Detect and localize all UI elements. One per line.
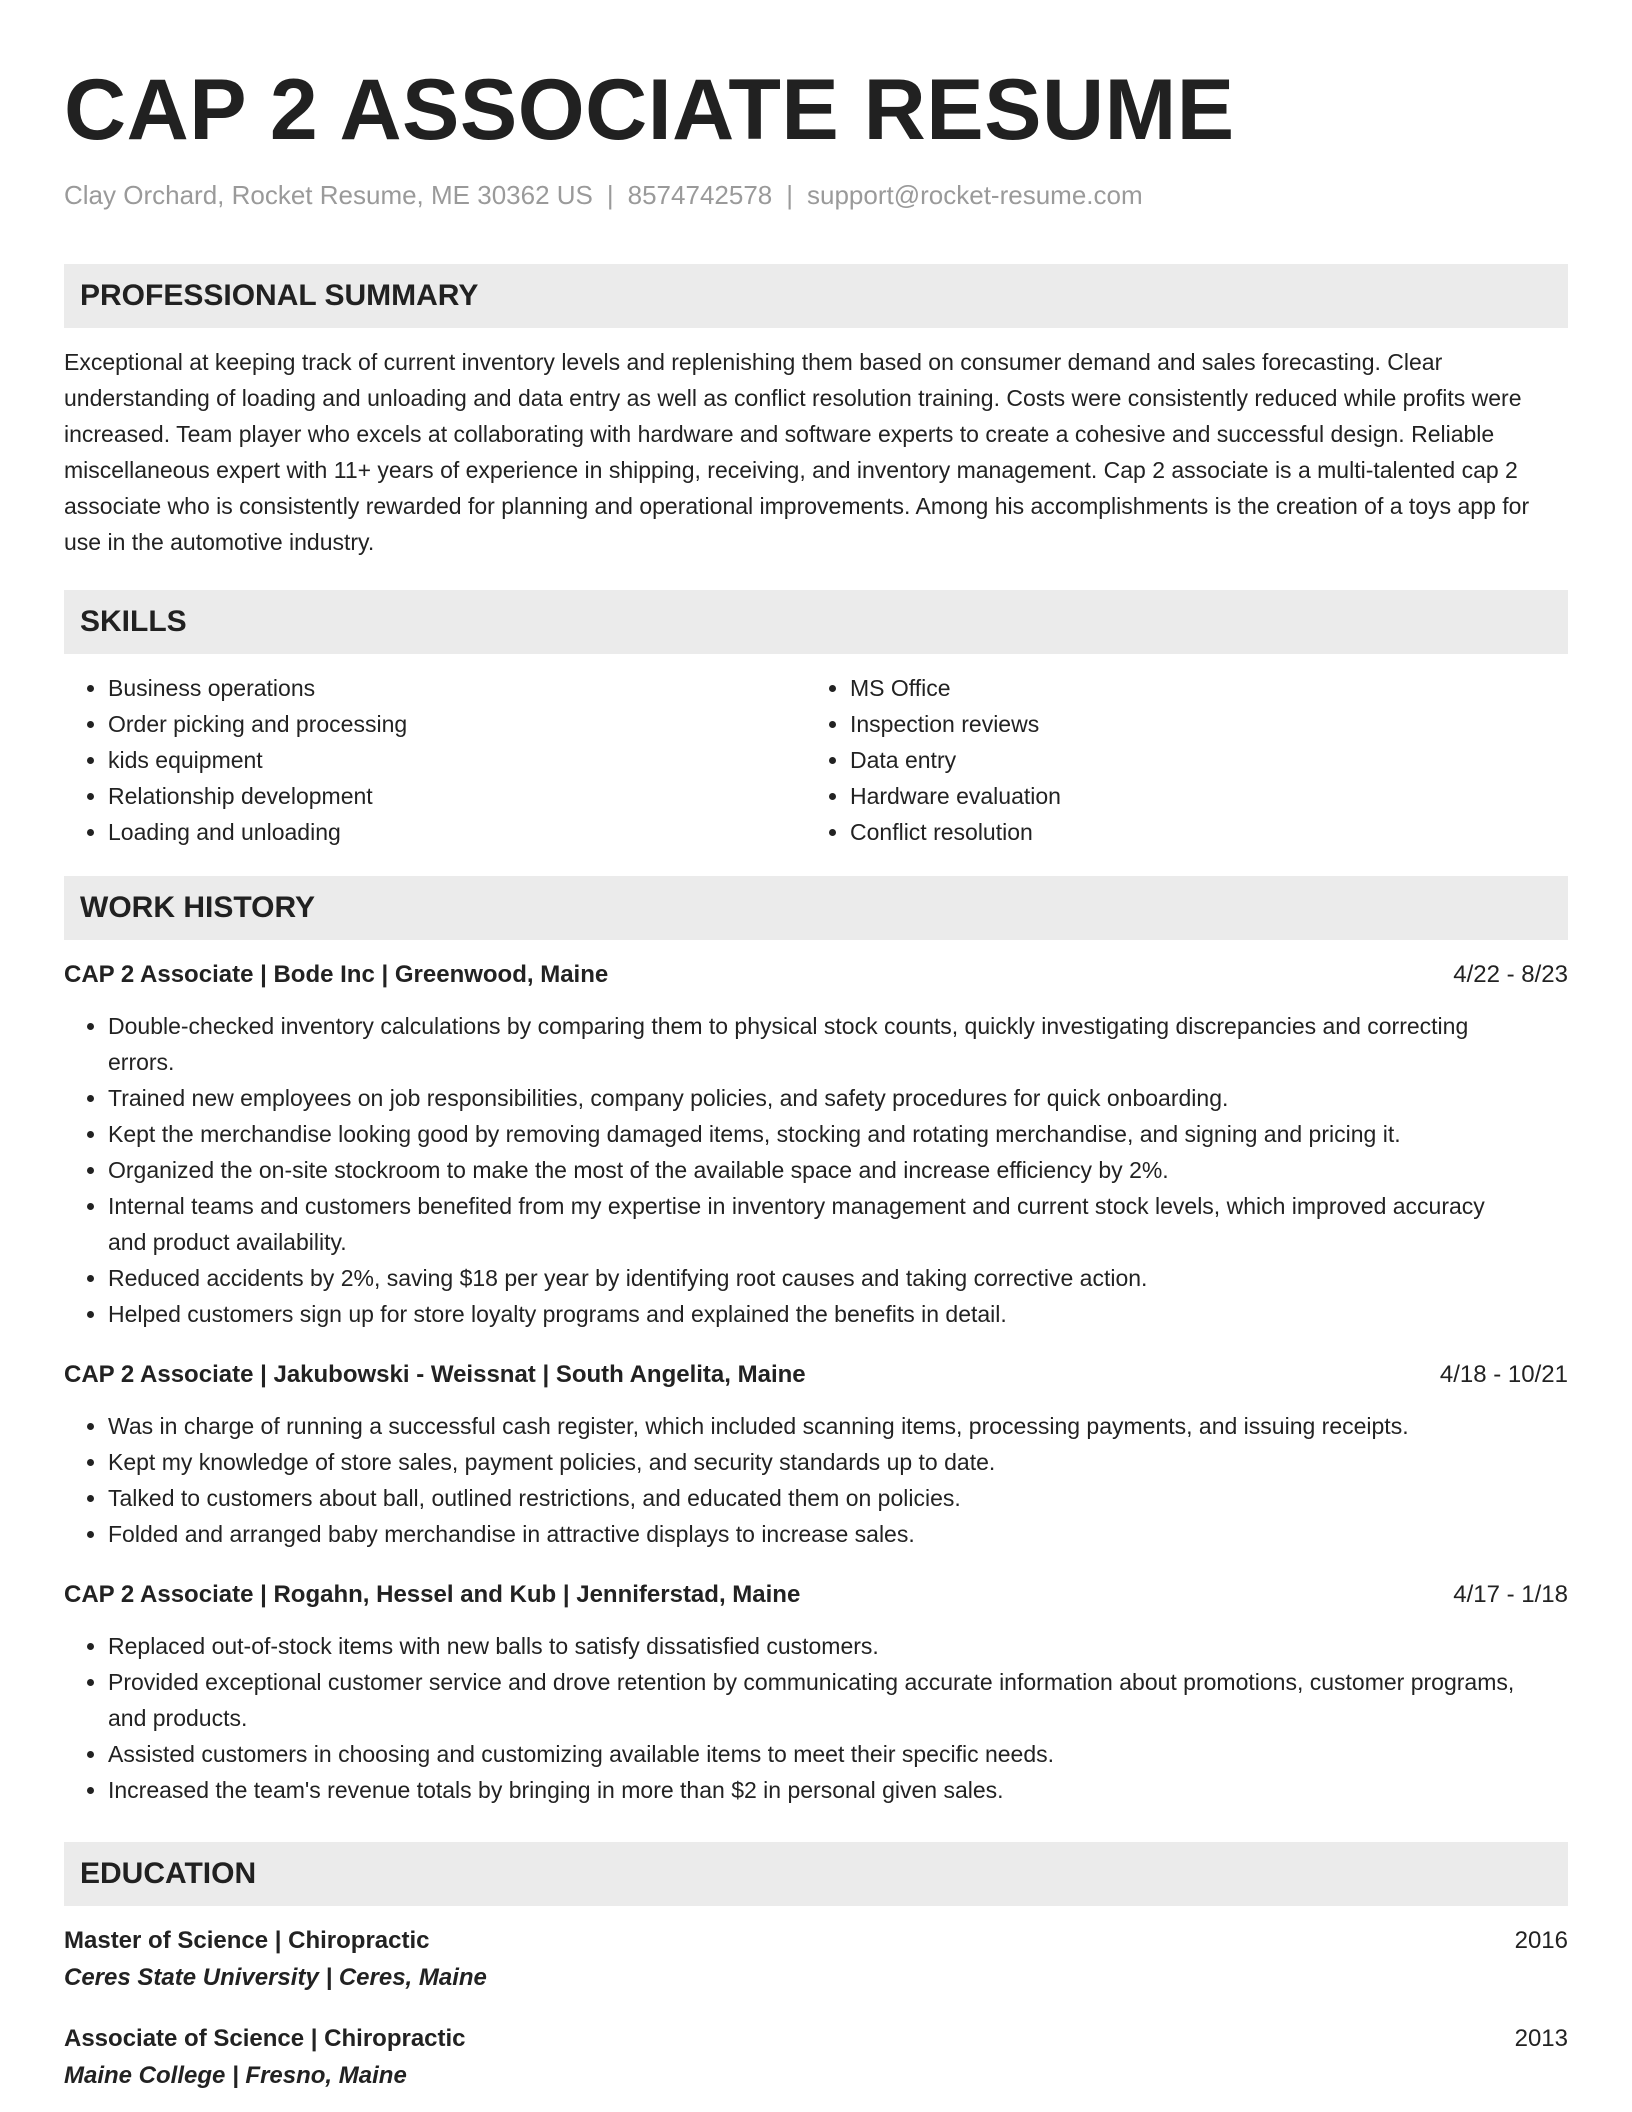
skill-item: • Inspection reviews xyxy=(850,706,1566,742)
job-dates: 4/18 - 10/21 xyxy=(1439,1361,1568,1388)
skills-list xyxy=(64,670,1568,850)
job-bullet: • Kept my knowledge of store sales, payment policies, and security standards up to date. xyxy=(108,1444,1568,1480)
section-header-summary: PROFESSIONAL SUMMARY xyxy=(64,264,1568,328)
skills-column-left xyxy=(64,670,806,850)
job-dates: 4/22 - 8/23 xyxy=(1453,961,1568,988)
job-entry xyxy=(64,958,1568,1332)
degree-title: Associate of Science | Chiropractic xyxy=(64,2025,466,2052)
contact-separator: | xyxy=(786,180,794,210)
job-entry xyxy=(64,1358,1568,1552)
skill-item: • Order picking and processing xyxy=(108,706,806,742)
job-header xyxy=(64,1358,1568,1392)
skill-item: • Loading and unloading xyxy=(108,814,806,850)
school-name: Ceres State University | Ceres, Maine xyxy=(64,1964,487,1991)
contact-phone: 8574742578 xyxy=(627,180,773,210)
job-bullet: • Folded and arranged baby merchandise in attractive displays to increase sales. xyxy=(108,1516,1568,1552)
skill-item: • Relationship development xyxy=(108,778,806,814)
skill-item: • Hardware evaluation xyxy=(850,778,1566,814)
contact-address: Clay Orchard, Rocket Resume, ME 30362 US xyxy=(64,180,593,210)
education-entry xyxy=(64,1924,1568,1996)
section-header-education: EDUCATION xyxy=(64,1842,1568,1906)
job-bullet: • Helped customers sign up for store loyalty programs and explained the benefits in detail. xyxy=(108,1296,1568,1332)
job-bullet: • Talked to customers about ball, outlined restrictions, and educated them on policies. xyxy=(108,1480,1568,1516)
contact-line xyxy=(64,178,1568,212)
job-bullet: • Double-checked inventory calculations by comparing them to physical stock counts, quickly investigating discrepancies and correcting errors. xyxy=(108,1008,1568,1080)
job-title: CAP 2 Associate | Rogahn, Hessel and Kub | Jenniferstad, Maine xyxy=(64,1581,801,1608)
job-bullet: • Increased the team's revenue totals by bringing in more than $2 in personal given sales. xyxy=(108,1772,1568,1808)
skills-column-right xyxy=(806,670,1566,850)
job-entry xyxy=(64,1578,1568,1808)
job-bullet: • Organized the on-site stockroom to make the most of the available space and increase efficiency by 2%. xyxy=(108,1152,1568,1188)
education-header xyxy=(64,2022,1568,2056)
contact-separator: | xyxy=(606,180,614,210)
job-bullet: • Provided exceptional customer service and drove retention by communicating accurate information about promotions, customer programs, and products. xyxy=(108,1664,1568,1736)
summary-text: Exceptional at keeping track of current inventory levels and replenishing them based on consumer demand and sales forecasting. Clear understanding of loading and unloading and data entry as well as conflict resolution training. Costs were consistently reduced while profits were increased. Team player who excels at collaborating with hardware and software experts to create a cohesive and successful design. Reliable miscellaneous expert with 11+ years of experience in shipping, receiving, and inventory management. Cap 2 associate is a multi-talented cap 2 associate who is consistently rewarded for planning and operational improvements. Among his accomplishments is the creation of a toys app for use in the automotive industry. xyxy=(64,349,1530,555)
skill-item: • kids equipment xyxy=(108,742,806,778)
job-bullets xyxy=(64,1628,1568,1808)
job-bullet: • Reduced accidents by 2%, saving $18 per year by identifying root causes and taking corrective action. xyxy=(108,1260,1568,1296)
job-title: CAP 2 Associate | Jakubowski - Weissnat | South Angelita, Maine xyxy=(64,1361,806,1388)
skill-item: • MS Office xyxy=(850,670,1566,706)
section-header-skills: SKILLS xyxy=(64,590,1568,654)
job-bullets xyxy=(64,1408,1568,1552)
degree-title: Master of Science | Chiropractic xyxy=(64,1927,430,1954)
resume-title: CAP 2 ASSOCIATE RESUME xyxy=(64,62,1235,158)
job-bullet: • Was in charge of running a successful cash register, which included scanning items, processing payments, and issuing receipts. xyxy=(108,1408,1568,1444)
job-bullet: • Trained new employees on job responsibilities, company policies, and safety procedures for quick onboarding. xyxy=(108,1080,1568,1116)
job-bullet: • Kept the merchandise looking good by removing damaged items, stocking and rotating merchandise, and signing and pricing it. xyxy=(108,1116,1568,1152)
job-dates: 4/17 - 1/18 xyxy=(1453,1581,1568,1608)
skill-item: • Business operations xyxy=(108,670,806,706)
graduation-year: 2013 xyxy=(1514,2025,1568,2052)
job-bullets xyxy=(64,1008,1568,1332)
contact-email: support@rocket-resume.com xyxy=(807,180,1143,210)
skill-item: • Data entry xyxy=(850,742,1566,778)
job-header xyxy=(64,958,1568,992)
job-bullet: • Replaced out-of-stock items with new balls to satisfy dissatisfied customers. xyxy=(108,1628,1568,1664)
skill-item: • Conflict resolution xyxy=(850,814,1566,850)
education-entry xyxy=(64,2022,1568,2094)
job-title: CAP 2 Associate | Bode Inc | Greenwood, Maine xyxy=(64,961,609,988)
job-bullet: • Assisted customers in choosing and customizing available items to meet their specific needs. xyxy=(108,1736,1568,1772)
school-name: Maine College | Fresno, Maine xyxy=(64,2062,407,2089)
education-header xyxy=(64,1924,1568,1958)
job-header xyxy=(64,1578,1568,1612)
section-header-work-history: WORK HISTORY xyxy=(64,876,1568,940)
job-bullet: • Internal teams and customers benefited from my expertise in inventory management and current stock levels, which improved accuracy and product availability. xyxy=(108,1188,1568,1260)
graduation-year: 2016 xyxy=(1514,1927,1568,1954)
